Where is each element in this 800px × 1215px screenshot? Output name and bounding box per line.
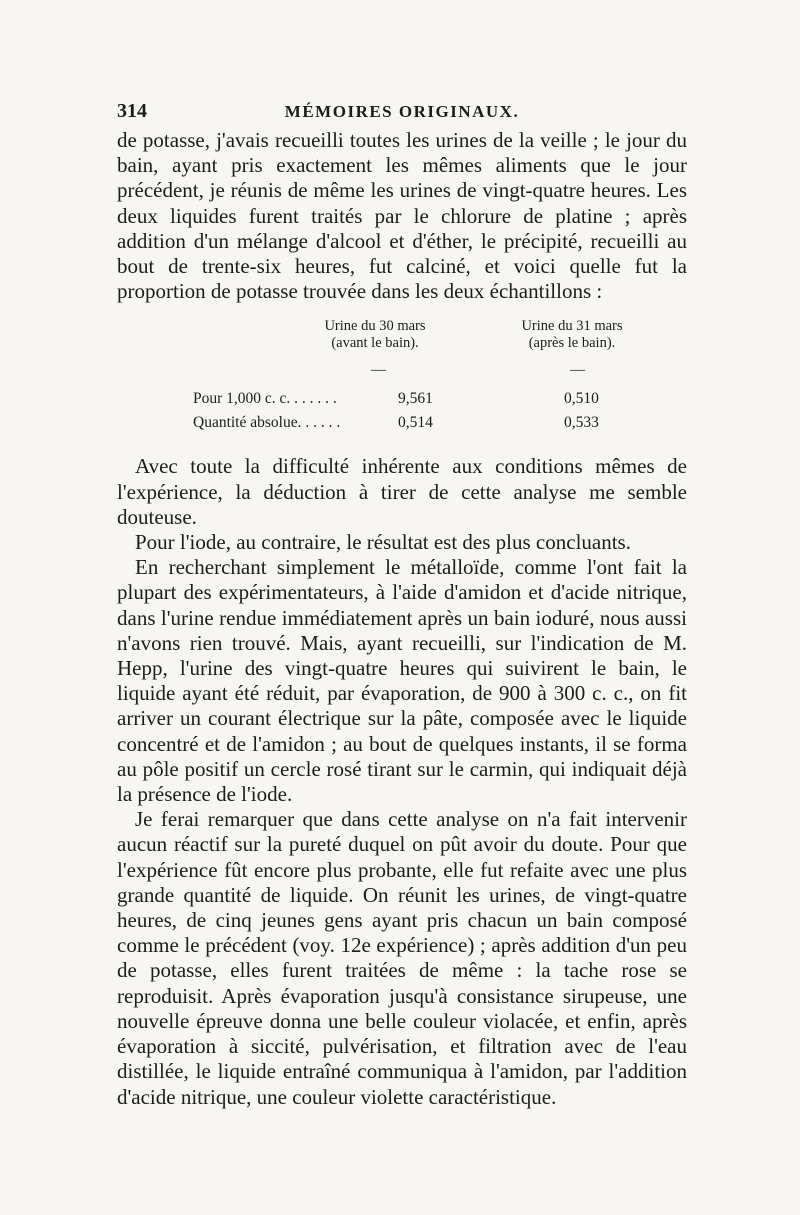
page-header bbox=[117, 100, 687, 126]
paragraph-remarque: Je ferai remarquer que dans cette analyse on n'a fait intervenir aucun réactif sur la pureté duquel on pût avoir du doute. Pour que l'expérience fût encore plus probante, elle fut refaite avec une plus grande quantité de liquide. On réunit les urines, de vingt-quatre heures, de cinq jeunes gens ayant pris chacun un bain composé comme le précédent (voy. 12e expérience) ; après addition d'un peu de potasse, elles furent traitées de même : la tache rose se reproduisit. Après évaporation jusqu'à consistance sirupeuse, une nouvelle épreuve donna une belle couleur violacée, et enfin, après évaporation à siccité, pulvérisation, et filtration avec de l'eau distillée, le liquide entraîné communiqua à l'amidon, par l'addition d'acide nitrique, une couleur violette caractéristique. bbox=[117, 807, 687, 1109]
table-row bbox=[193, 414, 663, 434]
table-dash-col1: — bbox=[371, 362, 386, 379]
row-value-col1: 9,561 bbox=[398, 390, 433, 408]
paragraph-iode: Pour l'iode, au contraire, le résultat est des plus concluants. bbox=[135, 530, 631, 555]
row-label: Quantité absolue. . . . . . bbox=[193, 414, 341, 432]
table-header-col1: Urine du 30 mars (avant le bain). bbox=[324, 318, 426, 352]
row-label: Pour 1,000 c. c. . . . . . . bbox=[193, 390, 337, 408]
table-row bbox=[193, 390, 663, 410]
body-text bbox=[117, 128, 687, 1110]
running-head: MÉMOIRES ORIGINAUX. bbox=[284, 102, 520, 121]
page-number: 314 bbox=[117, 100, 147, 122]
table-dash-col2: — bbox=[570, 362, 585, 379]
paragraph-recherche: En recherchant simplement le métalloïde, comme l'ont fait la plupart des expérimentateurs, à l'aide d'amidon et d'acide nitrique, dans l'urine rendue immédiatement après un bain ioduré, nous aussi n'avons rien trouvé. Mais, ayant recueilli, sur l'indication de M. Hepp, l'urine des vingt-quatre heures qui suivirent le bain, le liquide ayant été réduit, par évaporation, de 900 à 300 c. c., on fit arriver un courant électrique sur la pâte, composée avec le liquide concentré et de l'amidon ; au bout de quelques instants, il se forma au pôle positif un cercle rosé tirant sur le carmin, qui indiquait déjà la présence de l'iode. bbox=[117, 555, 687, 807]
paragraph-difficulte: Avec toute la difficulté inhérente aux conditions mêmes de l'expérience, la déduction à tirer de cette analyse me semble douteuse. bbox=[117, 454, 687, 529]
row-value-col2: 0,510 bbox=[564, 390, 599, 408]
potasse-table bbox=[117, 318, 687, 448]
table-header-col2: Urine du 31 mars (après le bain). bbox=[521, 318, 623, 352]
row-value-col1: 0,514 bbox=[398, 414, 433, 432]
row-value-col2: 0,533 bbox=[564, 414, 599, 432]
paragraph-potasse: de potasse, j'avais recueilli toutes les urines de la veille ; le jour du bain, ayant pris exactement les mêmes aliments que le jour précédent, je réunis de même les urines de vingt-quatre heures. Les deux liquides furent traités par le chlorure de platine ; après addition d'un mélange d'alcool et d'éther, le précipité, recueilli au bout de trente-six heures, fut calciné, et voici quelle fut la proportion de potasse trouvée dans les deux échantillons : bbox=[117, 128, 687, 304]
